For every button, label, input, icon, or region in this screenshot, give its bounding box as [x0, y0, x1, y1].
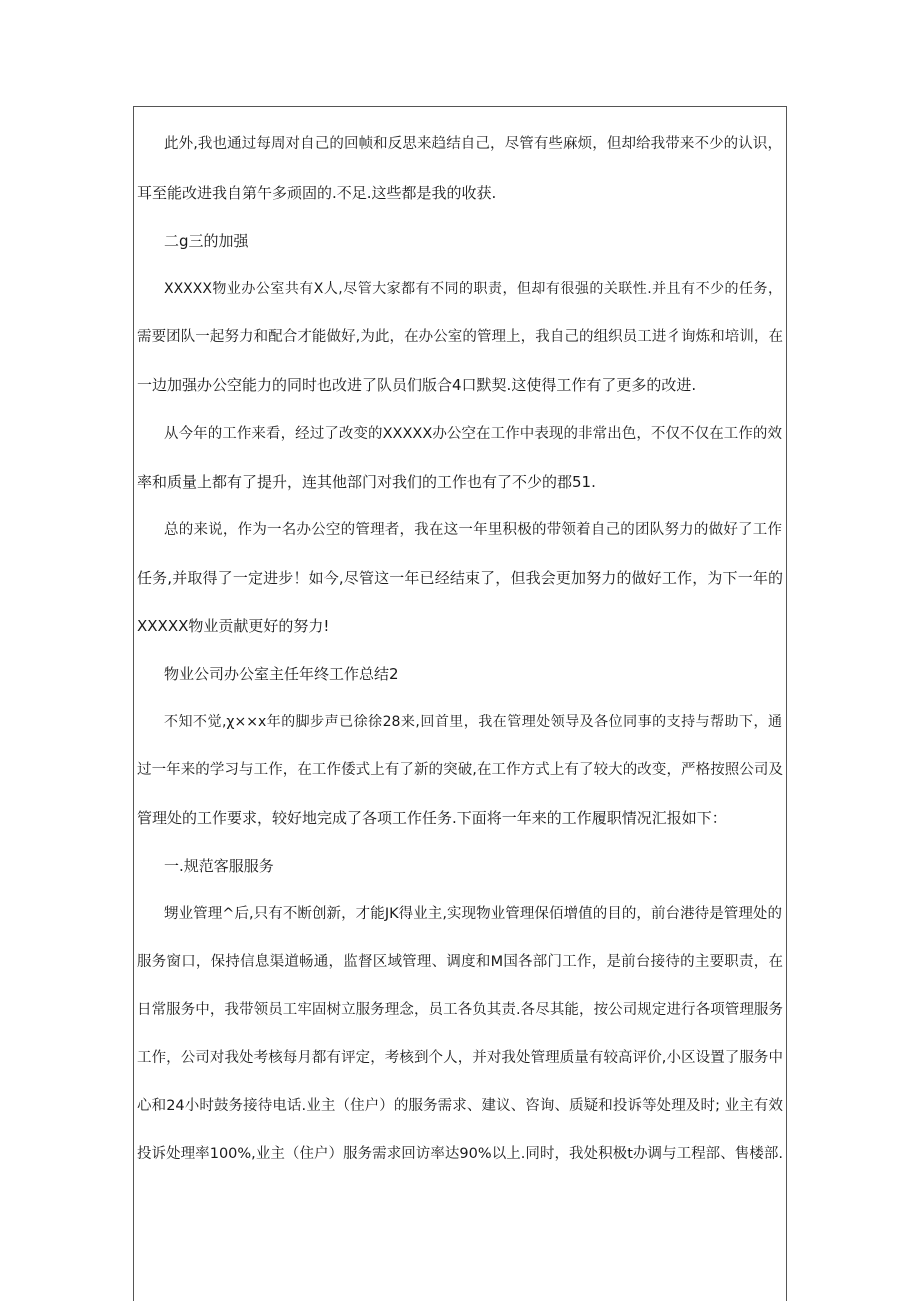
- section-heading: 一.规范客服服务: [164, 857, 274, 875]
- section-heading: 二g三的加强: [164, 232, 249, 250]
- paragraph-line: 日常服务中，我带领员工牢固树立服务理念，员工各负其责.各尽其能，按公司规定进行各项管理服务: [137, 1002, 783, 1018]
- paragraph-line: 投诉处理率100%,业主（住户）服务需求回访率达90%以上.同时，我处积极t办调与工程部、售楼部.: [137, 1146, 783, 1162]
- document-page: [133, 106, 787, 1301]
- paragraph-line: 服务窗口，保持信息渠道畅通，监督区域管理、调度和M国各部门工作，是前台接待的主要职责，在: [137, 954, 783, 970]
- paragraph-line: 不知不觉,χ××x年的脚步声已徐徐28来,回首里，我在管理处领导及各位同事的支持与帮助下，通: [164, 714, 782, 730]
- paragraph-line: 心和24小时鼓务接待电话.业主（住户）的服务需求、建议、咨询、质疑和投诉等处理及时; 业主有效: [137, 1098, 783, 1114]
- paragraph-line: 管理处的工作要求，较好地完成了各项工作任务.下面将一年来的工作履职情况汇报如下：: [137, 809, 727, 827]
- paragraph-line: 过一年来的学习与工作，在工作倭式上有了新的突破,在工作方式上有了较大的改变，严格按照公司及: [137, 762, 783, 778]
- paragraph-line: 率和质量上都有了提升，连其他部门对我们的工作也有了不少的郡51.: [137, 473, 596, 491]
- paragraph-line: 需要团队一起努力和配合才能做好,为此，在办公室的管理上，我自己的组织员工进彳询炼和培训，在: [137, 329, 783, 345]
- paragraph-line: XXXXX物业办公室共有X人,尽管大家都有不同的职责，但却有很强的关联性.并且有不少的任务，: [164, 281, 782, 297]
- paragraph-line: 甥业管理^后,只有不断创新，才能JK得业主,实现物业管理保佰增值的目的，前台港待是管理处的: [164, 906, 782, 922]
- paragraph-line: 一边加强办公空能力的同时也改进了队员们版合4口默契.这使得工作有了更多的改进.: [137, 376, 697, 394]
- paragraph-line: 工作，公司对我处考核每月都有评定，考核到个人，并对我处管理质量有较高评价,小区设置了服务中: [137, 1050, 783, 1066]
- section-heading: 物业公司办公室主任年终工作总结2: [164, 665, 399, 683]
- paragraph-line: 此外,我也通过每周对自己的回帧和反思来趋结自己，尽管有些麻烦，但却给我带来不少的认识，: [164, 136, 782, 152]
- paragraph-line: 任务,并取得了一定进步！如今,尽管这一年已经结束了，但我会更加努力的做好工作，为下一年的: [137, 569, 783, 587]
- paragraph-line: 总的来说，作为一名办公空的管理者，我在这一年里积极的带领着自己的团队努力的做好了工作: [164, 522, 782, 538]
- paragraph-line: 从今年的工作来看，经过了改变的XXXXX办公空在工作中表现的非常出色，不仅不仅在工作的效: [164, 426, 782, 442]
- paragraph-line: XXXXX物业贡献更好的努力!: [137, 617, 330, 635]
- paragraph-line: 耳至能改进我自第午多顽固的.不足.这些都是我的收获.: [137, 184, 497, 202]
